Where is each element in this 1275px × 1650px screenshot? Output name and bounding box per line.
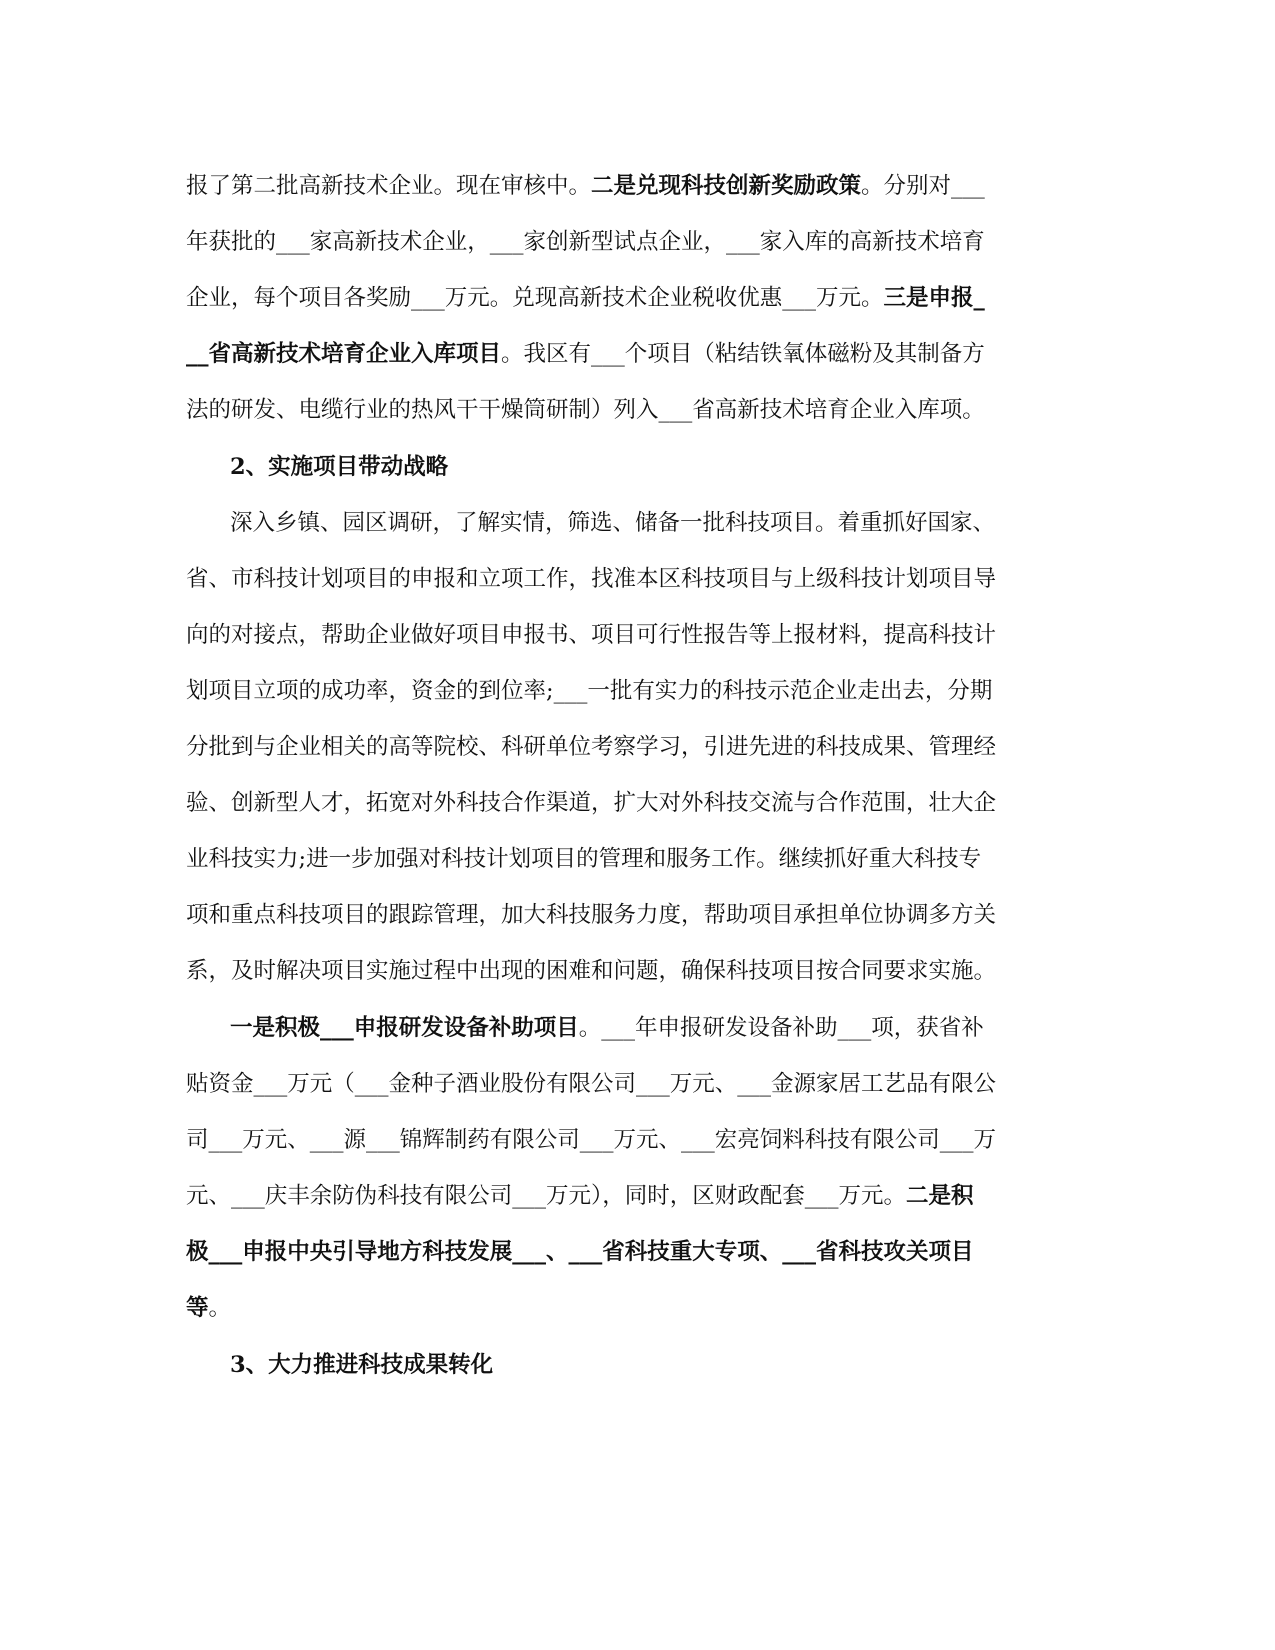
text-run: 。___年申报研发设备补助___项，获省补	[578, 1015, 984, 1041]
text-line	[230, 503, 995, 543]
text-line	[186, 1232, 974, 1272]
text-line	[186, 1288, 231, 1328]
text-run: 深入乡镇、园区调研，了解实情，筛选、储备一批科技项目。着重抓好国家、	[230, 510, 996, 536]
text-run: 元、___庆丰余防伪科技有限公司___万元），同时，区财政配套___万元。	[186, 1183, 907, 1209]
text-line	[186, 559, 996, 599]
text-line	[186, 615, 996, 655]
bold-run: 三是申报_	[883, 285, 985, 311]
text-run: 省、市科技计划项目的申报和立项工作，找准本区科技项目与上级科技计划项目导	[186, 566, 997, 592]
text-line	[186, 334, 985, 374]
text-run: 。分别对___	[861, 173, 985, 199]
text-line	[186, 951, 996, 991]
text-line	[186, 727, 996, 767]
text-line	[186, 1176, 974, 1216]
text-line	[186, 839, 981, 879]
text-run: 。	[208, 1295, 232, 1321]
text-run: 验、创新型人才，拓宽对外科技合作渠道，扩大对外科技交流与合作范围，壮大企	[186, 790, 997, 816]
text-run: 项和重点科技项目的跟踪管理，加大科技服务力度，帮助项目承担单位协调多方关	[186, 902, 997, 928]
text-run: 年获批的___家高新技术企业，___家创新型试点企业，___家入库的高新技术培育	[186, 229, 985, 255]
bold-run: 一是积极___申报研发设备补助项目	[230, 1015, 579, 1041]
bold-run: __省高新技术培育企业入库项目	[186, 341, 502, 367]
text-line	[186, 1120, 996, 1160]
bold-run: 极___申报中央引导地方科技发展___、___省科技重大专项、___省科技攻关项目	[186, 1239, 974, 1265]
text-run: 报了第二批高新技术企业。现在审核中。	[186, 173, 592, 199]
text-run: 。我区有___个项目（粘结铁氧体磁粉及其制备方	[501, 341, 985, 367]
text-run: 企业，每个项目各奖励___万元。兑现高新技术企业税收优惠___万元。	[186, 285, 884, 311]
text-run: 划项目立项的成功率，资金的到位率;___一批有实力的科技示范企业走出去，分期	[186, 678, 993, 704]
text-run: 系，及时解决项目实施过程中出现的困难和问题，确保科技项目按合同要求实施。	[186, 958, 997, 984]
text-run: 向的对接点，帮助企业做好项目申报书、项目可行性报告等上报材料，提高科技计	[186, 622, 997, 648]
text-run: 分批到与企业相关的高等院校、科研单位考察学习，引进先进的科技成果、管理经	[186, 734, 997, 760]
bold-run: 二是兑现科技创新奖励政策	[591, 173, 862, 199]
bold-run: 二是积	[906, 1183, 974, 1209]
bold-run: 等	[186, 1295, 209, 1321]
text-line	[186, 671, 992, 711]
text-run: 司___万元、___源___锦辉制药有限公司___万元、___宏亮饲料科技有限公司___万	[186, 1127, 997, 1153]
section-heading: 3、大力推进科技成果转化	[230, 1352, 494, 1378]
text-run: 业科技实力;进一步加强对科技计划项目的管理和服务工作。继续抓好重大科技专	[186, 846, 982, 872]
text-line	[186, 1064, 996, 1104]
text-line	[186, 390, 985, 430]
text-line	[186, 166, 985, 206]
text-line	[230, 1008, 984, 1048]
text-run: 贴资金___万元（___金种子酒业股份有限公司___万元、___金源家居工艺品有限公	[186, 1071, 997, 1097]
text-line	[186, 895, 996, 935]
text-line	[186, 278, 985, 318]
section-heading: 2、实施项目带动战略	[230, 454, 449, 480]
text-line	[186, 783, 996, 823]
text-run: 法的研发、电缆行业的热风干干燥筒研制）列入___省高新技术培育企业入库项。	[186, 397, 985, 423]
text-line	[186, 222, 985, 262]
